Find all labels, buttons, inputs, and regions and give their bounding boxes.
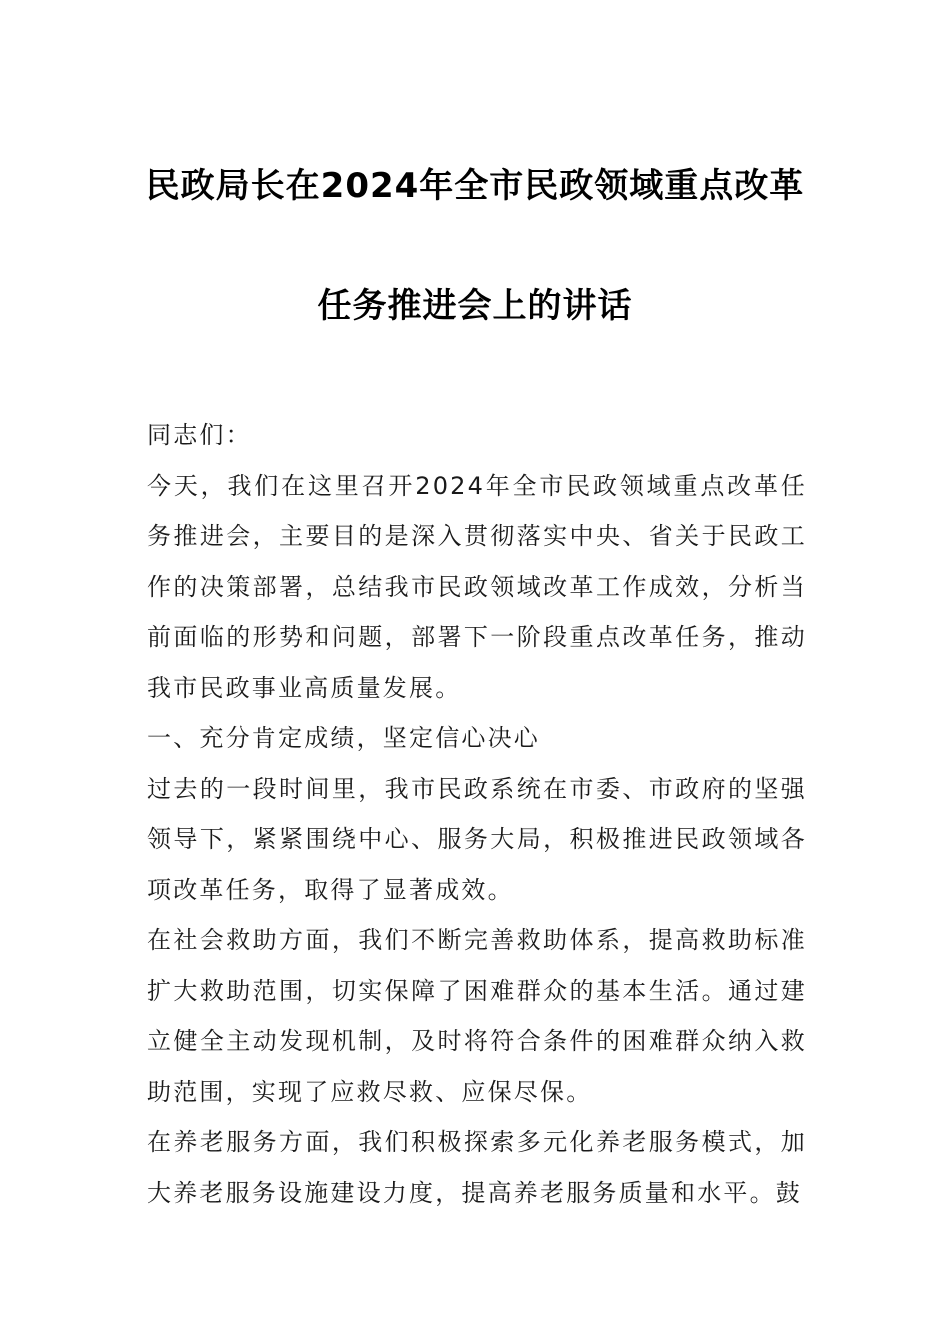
paragraph-achievements: 过去的一段时间里，我市民政系统在市委、市政府的坚强领导下，紧紧围绕中心、服务大局，积极推进民政领域各项改革任务，取得了显著成效。 [147, 774, 807, 904]
salutation: 同志们： [147, 421, 252, 449]
paragraph-elderly-care: 在养老服务方面，我们积极探索多元化养老服务模式，加大养老服务设施建设力度，提高养老服务质量和水平。鼓 [147, 1128, 807, 1207]
paragraph-social-assistance: 在社会救助方面，我们不断完善救助体系，提高救助标准扩大救助范围，切实保障了困难群众的基本生活。通过建立健全主动发现机制，及时将符合条件的困难群众纳入救助范围，实现了应救尽救、应保尽保。 [147, 926, 807, 1106]
document-title-line-2: 任务推进会上的讲话 [317, 286, 633, 326]
section-heading-1: 一、充分肯定成绩，坚定信心决心 [147, 724, 540, 752]
paragraph-intro: 今天，我们在这里召开2024年全市民政领域重点改革任务推进会，主要目的是深入贯彻落实中央、省关于民政工作的决策部署，总结我市民政领域改革工作成效，分析当前面临的形势和问题，部署下一阶段重点改革任务，推动我市民政事业高质量发展。 [147, 471, 807, 702]
document-body [147, 410, 807, 1218]
document-title-line-1: 民政局长在2024年全市民政领域重点改革 [145, 166, 805, 206]
